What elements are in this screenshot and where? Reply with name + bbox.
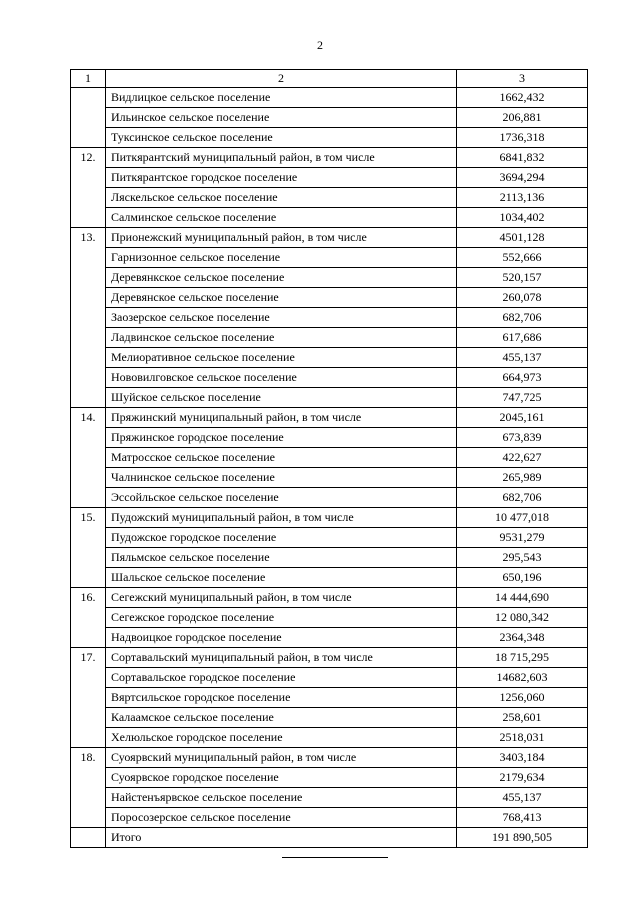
row-value-cell: 295,543 (457, 548, 588, 568)
row-name-cell: Суоярвское городское поселение (106, 768, 457, 788)
row-value-cell: 673,839 (457, 428, 588, 448)
table-row (71, 588, 588, 608)
row-name-cell: Пяльмское сельское поселение (106, 548, 457, 568)
row-name-cell: Деревянкское сельское поселение (106, 268, 457, 288)
row-value-cell: 4501,128 (457, 228, 588, 248)
row-number-cell (71, 668, 106, 688)
row-number-cell: 17. (71, 648, 106, 668)
row-number-cell (71, 328, 106, 348)
row-number-cell (71, 808, 106, 828)
row-number-cell: 18. (71, 748, 106, 768)
row-name-cell: Пудожское городское поселение (106, 528, 457, 548)
table-row (71, 248, 588, 268)
row-value-cell: 2518,031 (457, 728, 588, 748)
row-number-cell (71, 368, 106, 388)
table-row (71, 308, 588, 328)
table-row (71, 208, 588, 228)
table-row (71, 188, 588, 208)
row-value-cell: 664,973 (457, 368, 588, 388)
row-name-cell: Итого (106, 828, 457, 848)
row-value-cell: 18 715,295 (457, 648, 588, 668)
row-name-cell: Мелиоративное сельское поселение (106, 348, 457, 368)
row-number-cell (71, 628, 106, 648)
table-row (71, 488, 588, 508)
row-name-cell: Сегежский муниципальный район, в том числе (106, 588, 457, 608)
table-row (71, 668, 588, 688)
row-name-cell: Хелюльское городское поселение (106, 728, 457, 748)
table-row (71, 788, 588, 808)
row-name-cell: Чалнинское сельское поселение (106, 468, 457, 488)
row-number-cell (71, 388, 106, 408)
row-number-cell (71, 708, 106, 728)
page-number: 2 (317, 38, 323, 52)
footer-rule (282, 857, 388, 858)
row-number-cell (71, 468, 106, 488)
row-name-cell: Вяртсильское городское поселение (106, 688, 457, 708)
row-name-cell: Шальское сельское поселение (106, 568, 457, 588)
row-number-cell (71, 308, 106, 328)
row-number-cell (71, 568, 106, 588)
table-row (71, 148, 588, 168)
table-row (71, 448, 588, 468)
budget-table (70, 69, 588, 848)
table-row (71, 88, 588, 108)
row-name-cell: Сортавальское городское поселение (106, 668, 457, 688)
row-value-cell: 2179,634 (457, 768, 588, 788)
row-value-cell: 258,601 (457, 708, 588, 728)
row-value-cell: 9531,279 (457, 528, 588, 548)
row-value-cell: 682,706 (457, 308, 588, 328)
row-number-cell (71, 448, 106, 468)
header-col-1: 1 (71, 70, 106, 88)
row-name-cell: Поросозерское сельское поселение (106, 808, 457, 828)
row-value-cell: 260,078 (457, 288, 588, 308)
row-number-cell: 12. (71, 148, 106, 168)
row-number-cell (71, 788, 106, 808)
row-name-cell: Ильинское сельское поселение (106, 108, 457, 128)
row-name-cell: Салминское сельское поселение (106, 208, 457, 228)
row-value-cell: 1256,060 (457, 688, 588, 708)
row-number-cell (71, 288, 106, 308)
row-name-cell: Прионежский муниципальный район, в том числе (106, 228, 457, 248)
row-value-cell: 552,666 (457, 248, 588, 268)
row-number-cell (71, 548, 106, 568)
table-row (71, 108, 588, 128)
row-name-cell: Заозерское сельское поселение (106, 308, 457, 328)
table-row (71, 268, 588, 288)
row-name-cell: Матросское сельское поселение (106, 448, 457, 468)
table-row (71, 388, 588, 408)
table-row (71, 348, 588, 368)
table-row (71, 728, 588, 748)
row-number-cell (71, 248, 106, 268)
row-value-cell: 10 477,018 (457, 508, 588, 528)
row-number-cell (71, 608, 106, 628)
row-number-cell (71, 128, 106, 148)
row-number-cell (71, 728, 106, 748)
row-name-cell: Сортавальский муниципальный район, в том числе (106, 648, 457, 668)
row-value-cell: 2045,161 (457, 408, 588, 428)
row-name-cell: Нововилговское сельское поселение (106, 368, 457, 388)
row-value-cell: 2364,348 (457, 628, 588, 648)
row-number-cell (71, 268, 106, 288)
table-row (71, 408, 588, 428)
table-row (71, 708, 588, 728)
row-value-cell: 768,413 (457, 808, 588, 828)
header-col-2: 2 (106, 70, 457, 88)
row-name-cell: Пудожский муниципальный район, в том числе (106, 508, 457, 528)
row-name-cell: Пряжинский муниципальный район, в том числе (106, 408, 457, 428)
row-name-cell: Питкярантское городское поселение (106, 168, 457, 188)
row-number-cell (71, 528, 106, 548)
table-row (71, 688, 588, 708)
row-number-cell (71, 208, 106, 228)
row-name-cell: Питкярантский муниципальный район, в том числе (106, 148, 457, 168)
row-value-cell: 206,881 (457, 108, 588, 128)
table-row (71, 528, 588, 548)
row-number-cell (71, 828, 106, 848)
row-name-cell: Шуйское сельское поселение (106, 388, 457, 408)
row-name-cell: Деревянское сельское поселение (106, 288, 457, 308)
row-number-cell (71, 168, 106, 188)
row-value-cell: 422,627 (457, 448, 588, 468)
row-number-cell (71, 428, 106, 448)
table-row (71, 808, 588, 828)
table-row (71, 328, 588, 348)
row-value-cell: 12 080,342 (457, 608, 588, 628)
row-value-cell: 191 890,505 (457, 828, 588, 848)
table-row (71, 288, 588, 308)
row-name-cell: Ляскельское сельское поселение (106, 188, 457, 208)
row-value-cell: 520,157 (457, 268, 588, 288)
table-row (71, 128, 588, 148)
table-row (71, 548, 588, 568)
table-row (71, 168, 588, 188)
row-name-cell: Калаамское сельское поселение (106, 708, 457, 728)
row-number-cell: 13. (71, 228, 106, 248)
table-row (71, 608, 588, 628)
row-value-cell: 455,137 (457, 788, 588, 808)
table-row (71, 228, 588, 248)
row-name-cell: Сегежское городское поселение (106, 608, 457, 628)
table-row (71, 368, 588, 388)
table-row (71, 828, 588, 848)
row-name-cell: Видлицкое сельское поселение (106, 88, 457, 108)
row-number-cell: 16. (71, 588, 106, 608)
table-row (71, 768, 588, 788)
table-header-row (71, 70, 588, 88)
row-value-cell: 1662,432 (457, 88, 588, 108)
row-number-cell (71, 768, 106, 788)
row-value-cell: 1034,402 (457, 208, 588, 228)
table-row (71, 748, 588, 768)
row-value-cell: 682,706 (457, 488, 588, 508)
row-number-cell (71, 348, 106, 368)
row-value-cell: 455,137 (457, 348, 588, 368)
row-number-cell: 14. (71, 408, 106, 428)
row-name-cell: Эссойльское сельское поселение (106, 488, 457, 508)
row-number-cell (71, 688, 106, 708)
row-name-cell: Пряжинское городское поселение (106, 428, 457, 448)
row-value-cell: 2113,136 (457, 188, 588, 208)
row-name-cell: Суоярвский муниципальный район, в том числе (106, 748, 457, 768)
row-number-cell: 15. (71, 508, 106, 528)
table-row (71, 508, 588, 528)
row-value-cell: 265,989 (457, 468, 588, 488)
row-number-cell (71, 188, 106, 208)
row-value-cell: 3403,184 (457, 748, 588, 768)
row-name-cell: Ладвинское сельское поселение (106, 328, 457, 348)
row-value-cell: 6841,832 (457, 148, 588, 168)
row-value-cell: 1736,318 (457, 128, 588, 148)
row-number-cell (71, 488, 106, 508)
row-value-cell: 3694,294 (457, 168, 588, 188)
row-value-cell: 747,725 (457, 388, 588, 408)
row-value-cell: 14682,603 (457, 668, 588, 688)
row-number-cell (71, 88, 106, 108)
row-value-cell: 617,686 (457, 328, 588, 348)
table-row (71, 428, 588, 448)
table-row (71, 568, 588, 588)
row-number-cell (71, 108, 106, 128)
header-col-3: 3 (457, 70, 588, 88)
row-value-cell: 14 444,690 (457, 588, 588, 608)
row-name-cell: Гарнизонное сельское поселение (106, 248, 457, 268)
row-name-cell: Туксинское сельское поселение (106, 128, 457, 148)
row-name-cell: Надвоицкое городское поселение (106, 628, 457, 648)
table-row (71, 468, 588, 488)
row-name-cell: Найстенъярвское сельское поселение (106, 788, 457, 808)
table-row (71, 628, 588, 648)
row-value-cell: 650,196 (457, 568, 588, 588)
table-row (71, 648, 588, 668)
